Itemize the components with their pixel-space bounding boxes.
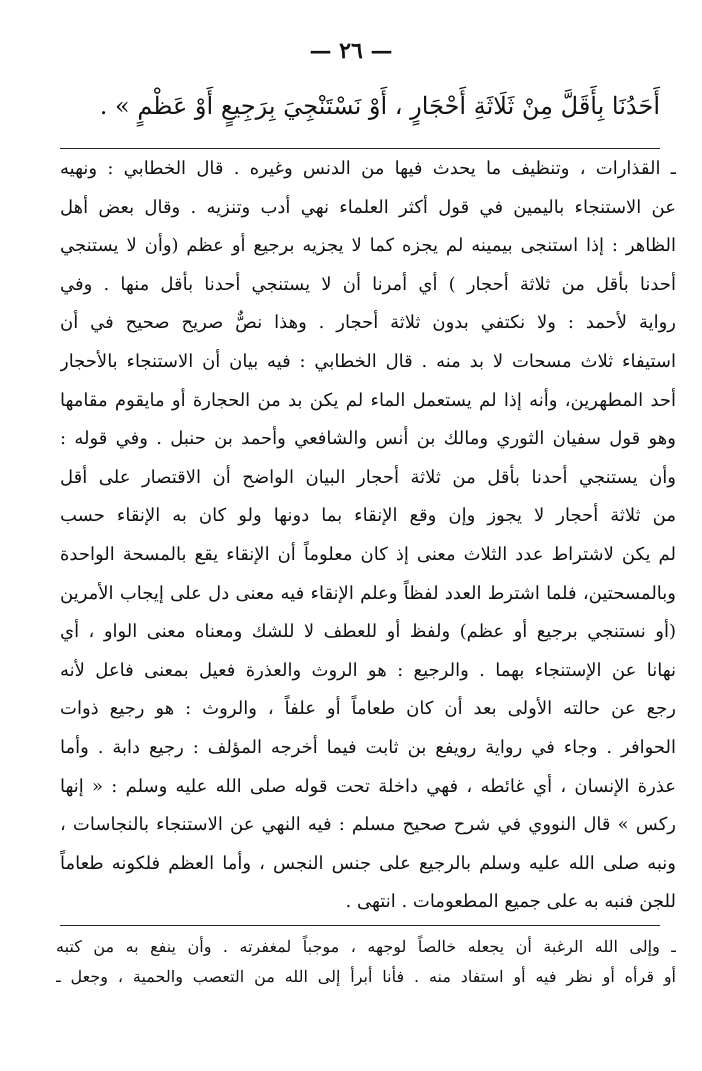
commentary-line: من ثلاثة أحجار لا يجوز وإن وقع الإنقاء بما دونها ولو كان به الإنقاء حسب — [60, 505, 676, 527]
commentary-line: رواية لأحمد : ولا نكتفي بدون ثلاثة أحجار . وهذا نصٌّ صريح صحيح في أن — [60, 312, 676, 334]
commentary-line: ركس » قال النووي في شرح صحيح مسلم : فيه النهي عن الاستنجاء بالنجاسات ، — [60, 814, 676, 836]
commentary-line: (أو نستنجي برجيع أو عظم) ولفظ أو للعطف لا للشك ومعناه معنى الواو ، أي — [60, 621, 676, 643]
hadith-text-line: أَحَدُنَا بِأَقَلَّ مِنْ ثَلَاثَةِ أَحْجَارٍ ، أَوْ نَسْتَنْجِيَ بِرَجِيعٍ أَوْ عَظْمٍ » . — [99, 92, 660, 120]
commentary-line: لم يكن لاشتراط عدد الثلاث معنى إذ كان معلوماً أن الإنقاء يقع بالمسحة الواحدة — [60, 543, 676, 565]
commentary-line: للجن فنبه به على جميع المطعومات . انتهى . — [345, 891, 676, 913]
commentary-line: ونبه صلى الله عليه وسلم بالرجيع على جنس النجس ، وأما العظم فلكونه طعاماً — [60, 852, 676, 874]
commentary-block — [60, 150, 676, 922]
commentary-line: أحدنا بأقل من ثلاثة أحجار ) أي أمرنا أن لا يستنجي أحدنا بأقل منها . وفي — [60, 273, 676, 295]
commentary-line: رجع عن حالته الأولى بعد أن كان طعاماً أو علفاً ، والروث : هو رجيع ذوات — [60, 698, 676, 720]
top-divider — [60, 148, 660, 149]
footnote-block — [56, 932, 676, 992]
footnote-line: ـ وإلى الله الرغبة أن يجعله خالصاً لوجهه ، موجباً لمغفرته . وأن ينفع به من كتبه — [56, 937, 676, 956]
commentary-line: وهو قول سفيان الثوري ومالك بن أنس والشافعي وأحمد بن حنبل . وفي قوله : — [60, 428, 676, 450]
commentary-line: ـ القذارات ، وتنظيف ما يحدث فيها من الدنس وغيره . قال الخطابي : ونهيه — [60, 158, 676, 179]
commentary-line: الظاهر : إذا استنجى بيمينه لم يجزه كما لا يجزيه برجيع أو عظم (وأن لا يستنجي — [60, 235, 676, 257]
commentary-line: أحد المطهرين، وأنه إذا لم يستعمل الماء لم يكن بد من الحجارة أو مايقوم مقامها — [60, 389, 676, 411]
commentary-line: نهانا عن الإستنجاء بهما . والرجيع : هو الروث والعذرة فعيل بمعنى فاعل لأنه — [60, 659, 676, 681]
footnote-divider — [60, 925, 660, 926]
commentary-line: وبالمسحتين، فلما اشترط العدد لفظاً وعلم الإنقاء فيه معنى دل على إيجاب الأمرين — [60, 582, 676, 604]
page-number: — ٢٦ — — [309, 38, 393, 64]
commentary-line: عن الاستنجاء باليمين في قول أكثر العلماء نهي أدب وتنزيه . وقال بعض أهل — [60, 196, 676, 218]
commentary-line: وأن يستنجي أحدنا بأقل من ثلاثة أحجار البيان الواضح أن الاقتصار على أقل — [60, 466, 676, 488]
commentary-line: عذرة الإنسان ، أي غائطه ، فهي داخلة تحت قوله صلى الله عليه وسلم : « إنها — [60, 775, 676, 797]
footnote-line: أو قرأه أو نظر فيه أو استفاد منه . فأنا أبرأ إلى الله من التعصب والحمية ، وجعل ـ — [56, 967, 676, 986]
commentary-line: استيفاء ثلاث مسحات لا بد منه . قال الخطابي : فيه بيان أن الاستنجاء بالأحجار — [60, 350, 676, 372]
commentary-line: الحوافر . وجاء في رواية رويفع بن ثابت فيما أخرجه المؤلف : رجيع دابة . وأما — [60, 736, 676, 758]
